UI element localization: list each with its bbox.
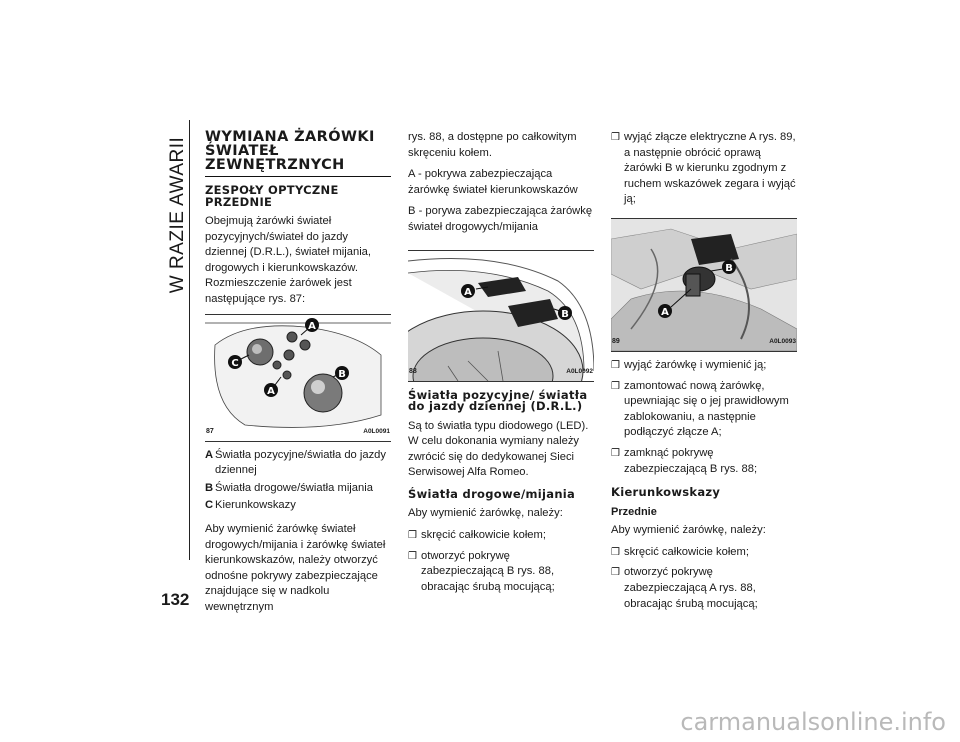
column-1 — [205, 130, 391, 622]
figure-88-code: A0L0092 — [566, 367, 593, 375]
page-number: 132 — [161, 590, 190, 609]
list-item: ❒ skręcić całkowicie kołem; — [408, 528, 594, 544]
list-item: ❒ wyjąć żarówkę i wymienić ją; — [611, 358, 797, 374]
outro-paragraph: Aby wymienić żarówkę świateł drogowych/mijania i żarówkę świateł kierunkowskazów, należy otworzyć odnośne pokrywy zabezpieczające znajdujące się w nadkolu wewnętrznym — [205, 522, 386, 613]
figure-89-code: A0L0093 — [769, 338, 796, 346]
checkbox-bullet-icon: ❒ — [408, 530, 417, 542]
headlamp-diagram — [205, 315, 391, 441]
list-item: ❒ zamontować nową żarówkę, upewniając się o jej prawidłowym zablokowaniu, a następnie podłączyć złącze A; — [611, 379, 797, 441]
legend-item: C Kierunkowskazy — [205, 499, 296, 512]
drl-paragraph: Są to światła typu diodowego (LED). W celu dokonania wymiany należy zwrócić się do dedykowanej Sieci Serwisowej Alfa Romeo. — [408, 419, 589, 479]
checkbox-bullet-icon: ❒ — [611, 380, 620, 392]
figure-89-number: 89 — [612, 338, 620, 346]
list-item: ❒ otworzyć pokrywę zabezpieczającą A rys. 88, obracając śrubą mocującą; — [611, 565, 797, 612]
page-title: WYMIANA ŻARÓWKI ŚWIATEŁ ZEWNĘTRZNYCH — [205, 130, 391, 177]
checkbox-bullet-icon: ❒ — [611, 359, 620, 371]
list-item: ❒ zamknąć pokrywę zabezpieczającą B rys. 88; — [611, 446, 797, 477]
figure-89-label-a: A — [661, 306, 669, 318]
subheading-front: Przednie — [611, 505, 657, 518]
figure-87 — [205, 314, 391, 442]
column-3 — [611, 130, 797, 617]
checkbox-bullet-icon: ❒ — [611, 546, 620, 558]
list-item: ❒ wyjąć złącze elektryczne A rys. 89, a następnie obrócić oprawą żarówki B w kierunku zgodnym z ruchem wskazówek zegara i wyjąć ją; — [611, 130, 797, 208]
figure-87-label-b: B — [338, 368, 346, 380]
column-2 — [408, 130, 594, 600]
checkbox-bullet-icon: ❒ — [408, 550, 417, 562]
turn-intro: Aby wymienić żarówkę, należy: — [611, 524, 766, 537]
cover-a-description: A - pokrywa zabezpieczająca żarówkę świateł kierunkowskazów — [408, 168, 578, 196]
legend-item: B Światła drogowe/światła mijania — [205, 481, 373, 494]
list-item: ❒ otworzyć pokrywę zabezpieczającą B rys. 88, obracając śrubą mocującą; — [408, 549, 594, 596]
watermark: carmanualsonline.info — [680, 708, 946, 736]
list-item: ❒ skręcić całkowicie kołem; — [611, 545, 797, 561]
figure-88-label-a: A — [464, 286, 472, 298]
side-divider — [189, 120, 190, 560]
section-heading-turn-signals: Kierunkowskazy — [611, 485, 721, 500]
figure-87-code: A0L0091 — [363, 427, 390, 435]
figure-87-label-a-bottom: A — [267, 385, 275, 397]
figure-87-label-a-top: A — [308, 320, 316, 332]
wheel-arch-diagram — [408, 251, 594, 381]
bulb-holder-diagram — [611, 219, 797, 351]
side-section-title: W RAZIE AWARII — [167, 136, 188, 294]
section-heading-dipped: Światła drogowe/mijania — [408, 486, 576, 501]
intro-paragraph: Obejmują żarówki świateł pozycyjnych/świateł do jazdy dziennej (D.R.L.), świateł mijania, drogowych i kierunkowskazów. Rozmieszczenie żarówek jest następujące rys. 87: — [205, 215, 372, 305]
checkbox-bullet-icon: ❒ — [611, 567, 620, 579]
figure-89-label-b: B — [725, 262, 733, 274]
continued-paragraph: rys. 88, a dostępne po całkowitym skręceniu kołem. — [408, 131, 577, 159]
checkbox-bullet-icon: ❒ — [611, 447, 620, 459]
figure-88-number: 88 — [409, 367, 417, 375]
dipped-intro: Aby wymienić żarówkę, należy: — [408, 507, 563, 520]
figure-87-legend — [205, 448, 391, 514]
figure-87-number: 87 — [206, 427, 214, 435]
legend-item: A Światła pozycyjne/światła do jazdy dziennej — [205, 448, 387, 477]
cover-b-description: B - porywa zabezpieczająca żarówkę świateł drogowych/mijania — [408, 205, 593, 233]
figure-89 — [611, 218, 797, 352]
section-heading-drl: Światła pozycyjne/ światła do jazdy dziennej (D.R.L.) — [408, 387, 588, 414]
figure-88-label-b: B — [561, 308, 569, 320]
figure-87-label-c: C — [231, 357, 239, 369]
section-subtitle: ZESPOŁY OPTYCZNE PRZEDNIE — [205, 183, 339, 209]
figure-88 — [408, 250, 594, 382]
checkbox-bullet-icon: ❒ — [611, 132, 620, 143]
